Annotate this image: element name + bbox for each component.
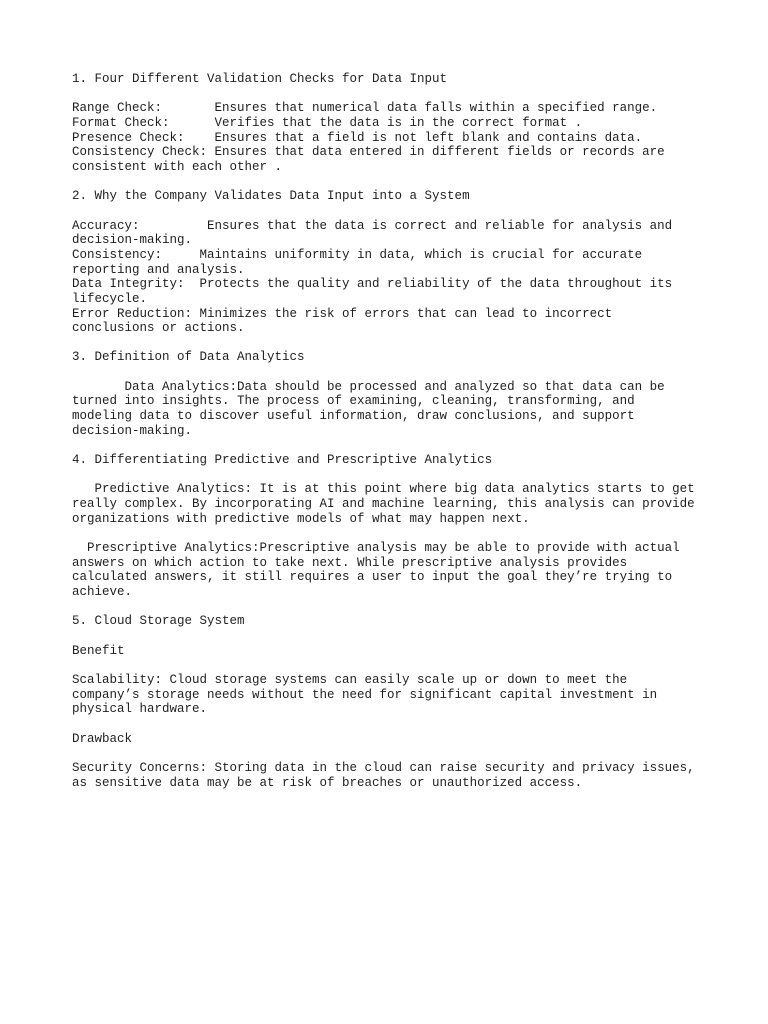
text-line: achieve.	[72, 584, 133, 599]
text-line: organizations with predictive models of what may happen next.	[72, 511, 530, 526]
text-line: Drawback	[72, 731, 133, 746]
blank-line	[72, 365, 712, 380]
blank-line	[72, 87, 712, 102]
blank-line	[72, 438, 712, 453]
blank-line	[72, 204, 712, 219]
text-line: Security Concerns: Storing data in the cloud can raise security and privacy issues,	[72, 760, 695, 775]
blank-line	[72, 468, 712, 483]
text-line: Error Reduction: Minimizes the risk of errors that can lead to incorrect	[72, 306, 613, 321]
blank-line	[72, 175, 712, 190]
text-line: reporting and analysis.	[72, 262, 245, 277]
text-line: Benefit	[72, 643, 125, 658]
blank-line	[72, 658, 712, 673]
text-line: really complex. By incorporating AI and machine learning, this analysis can provide	[72, 497, 695, 512]
text-line: company’s storage needs without the need for significant capital investment in	[72, 687, 658, 702]
blank-line	[72, 526, 712, 541]
text-line: calculated answers, it still requires a user to input the goal they’re trying to	[72, 570, 673, 585]
text-line: conclusions or actions.	[72, 321, 245, 336]
text-line: consistent with each other .	[72, 159, 283, 174]
text-line: answers on which action to take next. While prescriptive analysis provides	[72, 555, 628, 570]
text-line: Predictive Analytics: It is at this point where big data analytics starts to get	[72, 482, 695, 497]
text-line: as sensitive data may be at risk of breaches or unauthorized access.	[72, 775, 583, 790]
text-line: Data Integrity: Protects the quality and reliability of the data throughout its	[72, 277, 673, 292]
text-line: Consistency Check: Ensures that data entered in different fields or records are	[72, 145, 665, 160]
text-line: turned into insights. The process of examining, cleaning, transforming, and	[72, 394, 635, 409]
blank-line	[72, 717, 712, 732]
document-page	[72, 72, 712, 790]
text-line: lifecycle.	[72, 291, 148, 306]
text-line: Data Analytics:Data should be processed and analyzed so that data can be	[72, 379, 665, 394]
blank-line	[72, 746, 712, 761]
text-line: 3. Definition of Data Analytics	[72, 350, 305, 365]
text-line: 1. Four Different Validation Checks for Data Input	[72, 72, 448, 86]
text-line: Format Check: Verifies that the data is in the correct format .	[72, 115, 583, 130]
text-line: Presence Check: Ensures that a field is not left blank and contains data.	[72, 130, 643, 145]
text-line: Range Check: Ensures that numerical data falls within a specified range.	[72, 101, 658, 116]
blank-line	[72, 600, 712, 615]
text-line: modeling data to discover useful information, draw conclusions, and support	[72, 409, 635, 424]
text-line: physical hardware.	[72, 702, 208, 717]
text-line: Accuracy: Ensures that the data is correct and reliable for analysis and	[72, 218, 673, 233]
blank-line	[72, 336, 712, 351]
text-line: 4. Differentiating Predictive and Prescriptive Analytics	[72, 453, 493, 468]
text-line: 5. Cloud Storage System	[72, 614, 245, 629]
text-line: Consistency: Maintains uniformity in data, which is crucial for accurate	[72, 247, 643, 262]
text-line: decision-making.	[72, 233, 193, 248]
text-line: Scalability: Cloud storage systems can easily scale up or down to meet the	[72, 672, 628, 687]
text-line: decision-making.	[72, 423, 193, 438]
text-line: 2. Why the Company Validates Data Input into a System	[72, 189, 470, 204]
blank-line	[72, 629, 712, 644]
text-line: Prescriptive Analytics:Prescriptive analysis may be able to provide with actual	[72, 541, 680, 555]
